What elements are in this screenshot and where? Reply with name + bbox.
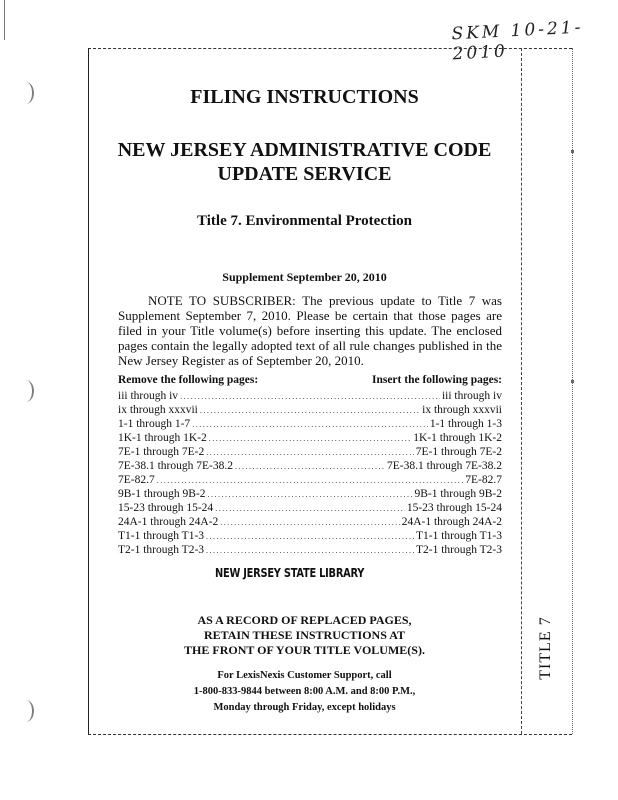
remove-pages: 7E-1 through 7E-2 — [118, 446, 205, 458]
table-row — [118, 388, 502, 402]
supplement-date: Supplement September 20, 2010 — [222, 270, 387, 284]
remove-pages: 9B-1 through 9B-2 — [118, 488, 206, 500]
dot-leader — [208, 489, 413, 500]
remove-pages: 15-23 through 15-24 — [118, 502, 214, 514]
dot-leader — [209, 433, 411, 444]
title-line: Title 7. Environmental Protection — [197, 213, 412, 229]
table-row — [118, 472, 502, 486]
table-row — [118, 416, 502, 430]
remove-pages: 24A-1 through 24A-2 — [118, 516, 219, 528]
table-row — [118, 486, 502, 500]
remove-pages: T2-1 through T2-3 — [118, 544, 205, 556]
support-line: Monday through Friday, except holidays — [213, 702, 396, 713]
remove-pages: T1-1 through T1-3 — [118, 530, 205, 542]
dot-leader — [200, 405, 420, 416]
remove-pages: ix through xxxvii — [118, 404, 198, 416]
record-notice-line: AS A RECORD OF REPLACED PAGES, — [197, 613, 412, 627]
insert-pages: iii through iv — [441, 390, 502, 402]
insert-pages: 24A-1 through 24A-2 — [401, 516, 502, 528]
dot-leader — [206, 531, 414, 542]
insert-pages: 1-1 through 1-3 — [429, 418, 502, 430]
tab-label: TITLE 7 — [537, 616, 554, 680]
record-notice-line: THE FRONT OF YOUR TITLE VOLUME(S). — [184, 643, 425, 657]
table-row — [118, 542, 502, 556]
code-title-line-1: NEW JERSEY ADMINISTRATIVE CODE — [117, 139, 492, 161]
table-row — [118, 500, 502, 514]
insert-pages: 7E-82.7 — [465, 474, 502, 486]
edge-tick — [571, 150, 574, 153]
dot-leader — [215, 503, 405, 514]
dot-leader — [192, 419, 428, 430]
punch-hole-mark — [18, 82, 34, 104]
remove-pages: 7E-82.7 — [118, 474, 155, 486]
support-line: 1-800-833-9844 between 8:00 A.M. and 8:00 P.M., — [193, 686, 416, 697]
dot-leader — [235, 461, 385, 472]
library-stamp: NEW JERSEY STATE LIBRARY — [215, 566, 365, 580]
remove-pages: 1K-1 through 1K-2 — [118, 432, 207, 444]
insert-pages: T2-1 through T2-3 — [415, 544, 502, 556]
insert-pages: 1K-1 through 1K-2 — [413, 432, 502, 444]
insert-header: Insert the following pages: — [371, 374, 502, 386]
dot-leader — [157, 475, 464, 486]
dot-leader — [206, 545, 414, 556]
remove-pages: 1-1 through 1-7 — [118, 418, 191, 430]
dot-leader — [206, 447, 414, 458]
page-replacement-table — [118, 374, 502, 556]
dot-leader — [180, 391, 440, 402]
edge-tick — [571, 380, 574, 383]
table-row — [118, 514, 502, 528]
bottom-border — [88, 734, 572, 735]
record-notice — [88, 613, 521, 658]
code-title-line-2: UPDATE SERVICE — [217, 163, 392, 185]
remove-pages: iii through iv — [118, 390, 179, 402]
margin-mark — [4, 0, 6, 40]
page-heading: FILING INSTRUCTIONS — [190, 86, 419, 108]
insert-pages: 15-23 through 15-24 — [406, 502, 502, 514]
insert-pages: 7E-1 through 7E-2 — [415, 446, 502, 458]
handwritten-note: SKM 10-21-2010 — [451, 17, 584, 65]
table-row — [118, 402, 502, 416]
insert-pages: 9B-1 through 9B-2 — [414, 488, 502, 500]
table-row — [118, 458, 502, 472]
filing-instructions-page — [88, 48, 521, 734]
table-row — [118, 444, 502, 458]
customer-support — [88, 668, 521, 716]
remove-header: Remove the following pages: — [118, 374, 259, 386]
record-notice-line: RETAIN THESE INSTRUCTIONS AT — [203, 628, 406, 642]
remove-pages: 7E-38.1 through 7E-38.2 — [118, 460, 233, 472]
subscriber-notice: NOTE TO SUBSCRIBER: The previous update to Title 7 was Supplement September 7, 2010. Please be certain that those pages are filed in your Title volume(s) before inserting this update. The enclosed pages contain the legally adopted text of all rule changes published in the New Jersey Register as of September 20, 2010. — [118, 293, 502, 368]
punch-hole-mark — [18, 700, 34, 722]
table-row — [118, 430, 502, 444]
dot-leader — [220, 517, 399, 528]
support-line: For LexisNexis Customer Support, call — [217, 670, 392, 681]
table-row — [118, 528, 502, 542]
punch-hole-mark — [18, 380, 34, 402]
tab-divider — [521, 48, 522, 734]
insert-pages: T1-1 through T1-3 — [415, 530, 502, 542]
insert-pages: 7E-38.1 through 7E-38.2 — [387, 460, 502, 472]
code-title — [88, 138, 521, 186]
insert-pages: ix through xxxvii — [422, 404, 502, 416]
table-header — [118, 374, 502, 388]
table-rows — [118, 388, 502, 556]
